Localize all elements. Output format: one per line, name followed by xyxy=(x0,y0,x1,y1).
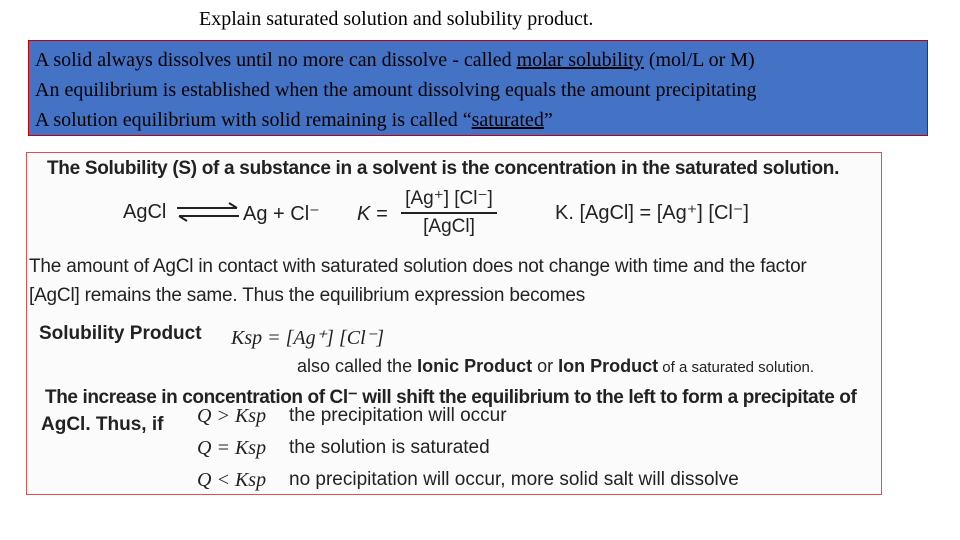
increase-line: The increase in concentration of Cl⁻ will shift the equilibrium to the left to form a precipitate of xyxy=(45,387,857,408)
solubility-heading: The Solubility (S) of a substance in a solvent is the concentration in the saturated solution. xyxy=(47,158,840,179)
or-word: or xyxy=(532,356,559,376)
ksp-expression: Ksp = [Ag⁺] [Cl⁻] xyxy=(231,327,384,349)
molar-solubility-term: molar solubility xyxy=(516,49,644,71)
ionic-product-term: Ionic Product xyxy=(417,356,533,376)
condition-q-gt-ksp: Q > Ksp xyxy=(197,405,267,427)
paragraph-line-1: The amount of AgCl in contact with saturated solution does not change with time and the factor xyxy=(29,256,807,277)
condition-q-eq-ksp: Q = Ksp xyxy=(197,437,267,459)
paragraph-line-2: [AgCl] remains the same. Thus the equilibrium expression becomes xyxy=(29,285,586,306)
also-called-line xyxy=(297,356,814,377)
definition-box xyxy=(28,40,928,136)
saturated-term: saturated xyxy=(471,109,544,131)
k-rearranged: K. [AgCl] = [Ag⁺] [Cl⁻] xyxy=(555,202,749,224)
line1-units: (mol/L or M) xyxy=(643,49,755,71)
ion-product-term: Ion Product xyxy=(558,356,659,376)
result-precipitation: the precipitation will occur xyxy=(289,405,507,426)
fraction-bar xyxy=(401,212,497,214)
agcl-thus-if: AgCl. Thus, if xyxy=(41,414,164,435)
condition-q-lt-ksp: Q < Ksp xyxy=(197,469,267,491)
line1-text: A solid always dissolves until no more can dissolve - called xyxy=(35,49,517,71)
line3-text: A solution equilibrium with solid remaining is called “ xyxy=(35,109,472,131)
k-denominator: [AgCl] xyxy=(423,216,475,237)
also-called-text: also called the xyxy=(297,356,418,376)
slide-title: Explain saturated solution and solubility product. xyxy=(199,8,594,30)
line3-quote: ” xyxy=(543,109,553,131)
k-fraction xyxy=(401,187,497,238)
reactant-agcl: AgCl xyxy=(123,201,167,223)
saturated-solution-text: of a saturated solution. xyxy=(658,359,815,376)
solubility-product-label: Solubility Product xyxy=(39,323,202,344)
scanned-textbook-excerpt xyxy=(26,152,882,495)
definition-line-3 xyxy=(35,109,553,132)
result-dissolve: no precipitation will occur, more solid salt will dissolve xyxy=(289,469,739,490)
k-numerator: [Ag⁺] [Cl⁻] xyxy=(405,188,493,209)
result-saturated: the solution is saturated xyxy=(289,437,490,458)
k-label: K = xyxy=(357,203,388,225)
products-ag-cl: Ag + Cl⁻ xyxy=(243,203,320,225)
equilibrium-arrows-icon xyxy=(175,200,241,224)
definition-line-2: An equilibrium is established when the amount dissolving equals the amount precipitating xyxy=(35,79,757,101)
definition-line-1 xyxy=(35,49,755,72)
